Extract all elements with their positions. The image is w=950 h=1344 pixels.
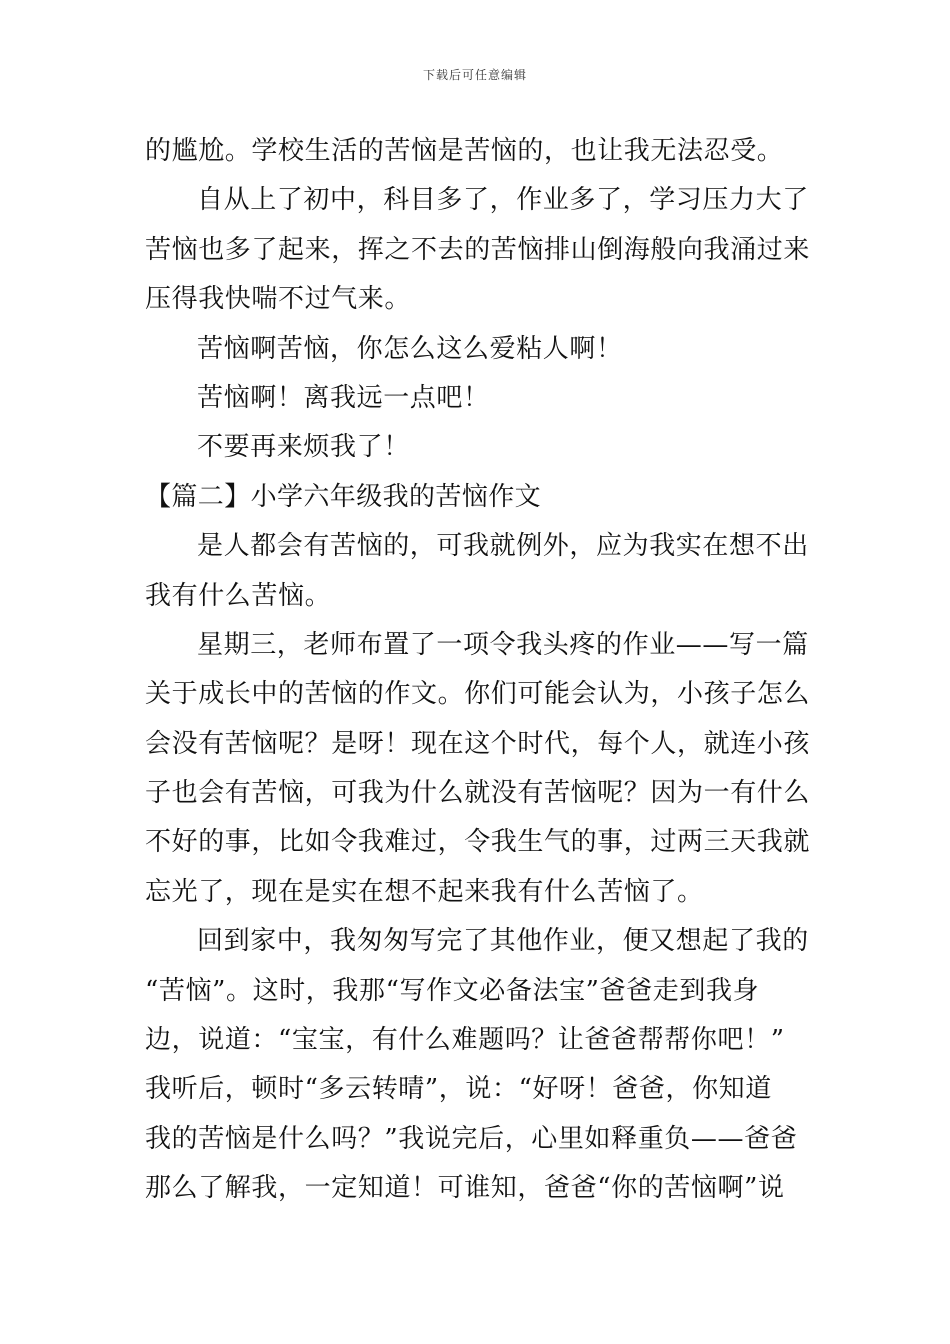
page-header-note: 下载后可任意编辑 (422, 68, 527, 82)
text-line: 会没有苦恼呢？是呀！现在这个时代，每个人，就连小孩 (145, 728, 811, 759)
text-line: 我听后，顿时“多云转晴”，说：“好呀！爸爸，你知道 (145, 1074, 772, 1105)
text-line: “苦恼”。这时，我那“写作文必备法宝”爸爸走到我身 (145, 975, 760, 1006)
text-line: 不好的事，比如令我难过，令我生气的事，过两三天我就 (145, 827, 811, 858)
text-line: 我有什么苦恼。 (145, 580, 332, 611)
document-body (145, 127, 810, 1214)
text-line: 子也会有苦恼，可我为什么就没有苦恼呢？因为一有什么 (145, 778, 811, 809)
text-line: 的尴尬。学校生活的苦恼是苦恼的，也让我无法忍受。 (145, 136, 784, 166)
text-line: 我的苦恼是什么吗？”我说完后，心里如释重负——爸爸 (145, 1123, 798, 1154)
paragraph-start-line: 星期三，老师布置了一项令我头疼的作业——写一篇 (197, 629, 809, 660)
paragraph-start-line: 是人都会有苦恼的，可我就例外，应为我实在想不出 (197, 531, 809, 562)
text-line: 压得我快喘不过气来。 (145, 284, 412, 315)
paragraph-start-line: 苦恼啊！离我远一点吧！ (197, 382, 490, 413)
section-heading: 【篇二】小学六年级我的苦恼作文 (145, 481, 542, 512)
paragraph-start-line: 自从上了初中，科目多了，作业多了，学习压力大了 (197, 185, 809, 216)
paragraph-start-line: 不要再来烦我了！ (197, 432, 410, 463)
text-line: 那么了解我，一定知道！可谁知，爸爸“你的苦恼啊”说 (145, 1173, 785, 1204)
text-line: 边，说道：“宝宝，有什么难题吗？让爸爸帮帮你吧！” (145, 1025, 785, 1056)
text-line: 忘光了，现在是实在想不起来我有什么苦恼了。 (145, 876, 704, 907)
text-line: 苦恼也多了起来，挥之不去的苦恼排山倒海般向我涌过来 (145, 234, 811, 265)
paragraph-start-line: 苦恼啊苦恼，你怎么这么爱粘人啊！ (197, 333, 623, 364)
text-line: 关于成长中的苦恼的作文。你们可能会认为，小孩子怎么 (145, 679, 811, 710)
paragraph-start-line: 回到家中，我匆匆写完了其他作业，便又想起了我的 (197, 926, 809, 957)
